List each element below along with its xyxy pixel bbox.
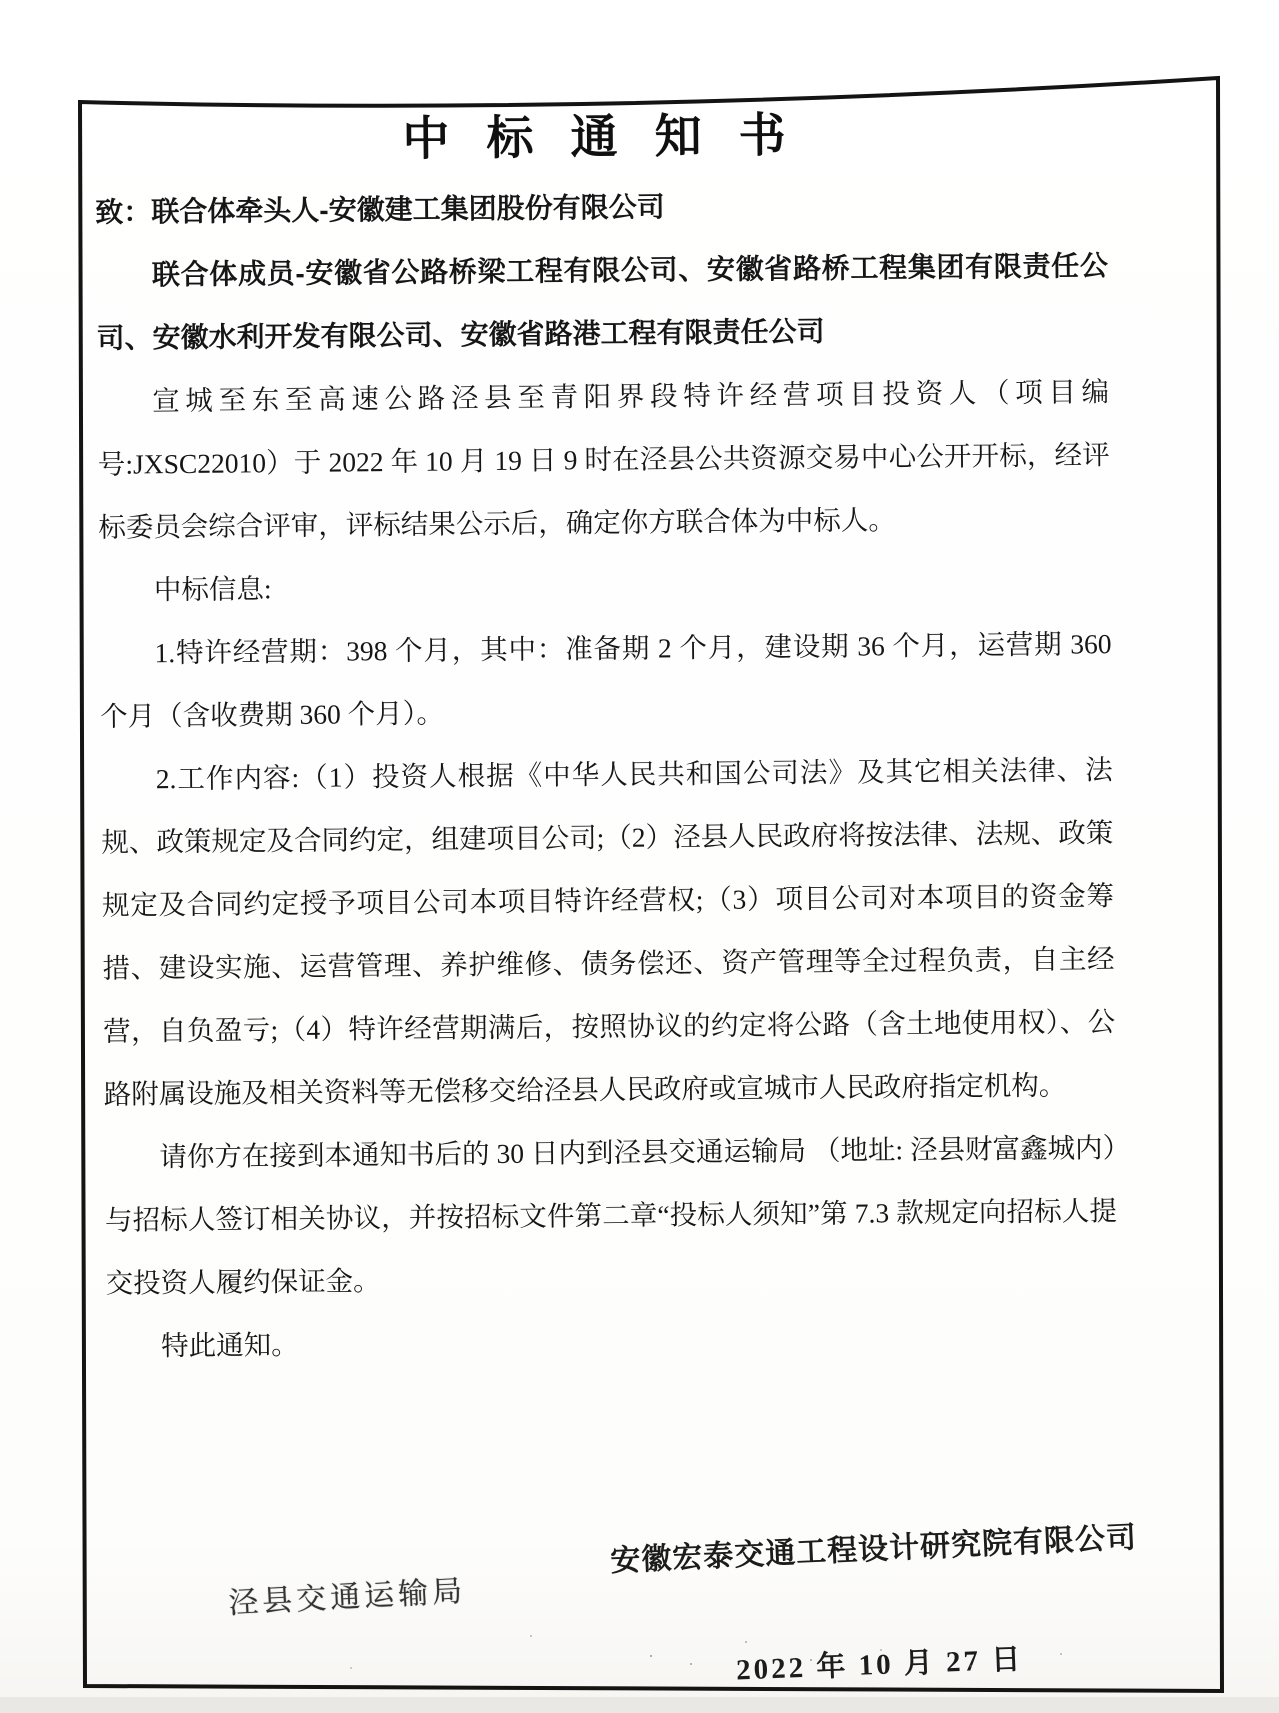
document-title: 中 标 通 知 书 xyxy=(402,108,798,165)
document-body xyxy=(95,171,1118,1378)
paragraph-closing: 特此通知。 xyxy=(161,1328,299,1362)
signature-issuer-right: 安徽宏泰交通工程设计研究院有限公司 xyxy=(609,1521,1138,1578)
signature-date: 2022 年 10 月 27 日 xyxy=(735,1643,1024,1687)
paragraph-concession-term: 1.特许经营期：398 个月，其中：准备期 2 个月，建设期 36 个月，运营期 360 个月（含收费期 360 个月）。 xyxy=(100,628,1112,732)
signature-issuer-left: 泾县交通运输局 xyxy=(227,1574,467,1621)
scan-edge-band xyxy=(0,1697,1279,1713)
members-line: 联合体成员-安徽省公路桥梁工程有限公司、安徽省路桥工程集团有限责任公司、安徽水利开发有限公司、安徽省路港工程有限责任公司 xyxy=(96,250,1109,354)
paragraph-work-scope: 2.工作内容:（1）投资人根据《中华人民共和国公司法》及其它相关法律、法规、政策规定及合同约定，组建项目公司;（2）泾县人民政府将按法律、法规、政策规定及合同约定授予项目公司本项目特许经营权;（3）项目公司对本项目的资金筹措、建设实施、运营管理、养护维修、债务偿还、资产管理等全过程负责，自主经营，自负盈亏;（4）特许经营期满后，按照协议的约定将公路（含土地使用权）、公路附属设施及相关资料等无偿移交给泾县人民政府或宣城市人民政府指定机构。 xyxy=(101,754,1116,1110)
scan-noise-dots xyxy=(650,1655,652,1657)
addressee-line: 致：联合体牵头人-安徽建工集团股份有限公司 xyxy=(95,191,665,228)
paragraph-opening: 宣城至东至高速公路泾县至青阳界段特许经营项目投资人（项目编号:JXSC22010）于 2022 年 10 月 19 日 9 时在泾县公共资源交易中心公开开标，经评标委员会综合评审，评标结果公示后，确定你方联合体为中标人。 xyxy=(97,376,1110,543)
paragraph-award-info-heading: 中标信息: xyxy=(153,573,272,606)
paragraph-instructions: 请你方在接到本通知书后的 30 日内到泾县交通运输局 （地址: 泾县财富鑫城内）与招标人签订相关协议，并按招标文件第二章“投标人须知”第 7.3 款规定向招标人提交投资人履约保证金。 xyxy=(104,1132,1118,1299)
